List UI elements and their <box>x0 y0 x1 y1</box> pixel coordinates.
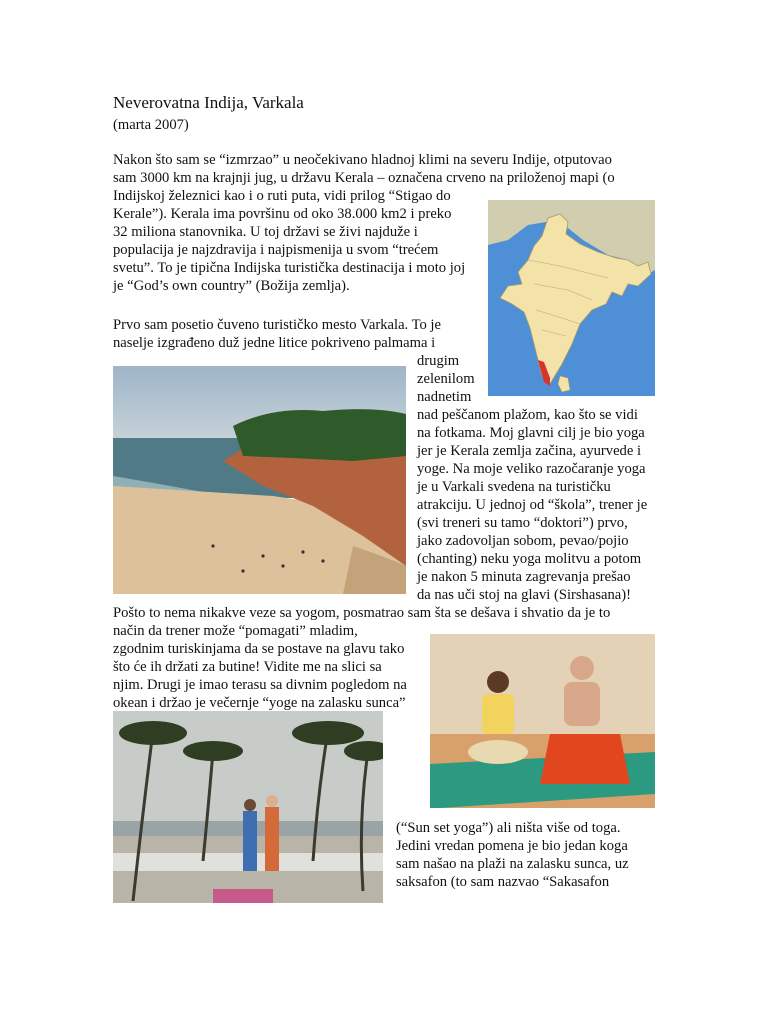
body-line: okean i držao je večernje “yoge na zalasku sunca” <box>113 695 406 711</box>
body-line: (“Sun set yoga”) ali ništa više od toga. <box>396 820 621 836</box>
body-line: Nakon što sam se “izmrzao” u neočekivano hladnoj klimi na severu Indije, otputovao <box>113 152 612 168</box>
body-line: njim. Drugi je imao terasu sa divnim pogledom na <box>113 677 407 693</box>
body-line: 32 miliona stanovnika. U toj državi se živi najduže i <box>113 224 418 240</box>
body-line: svetu”. To je tipična Indijska turistička destinacija i moto joj <box>113 260 466 276</box>
body-line: nadnetim <box>417 389 472 405</box>
body-line: je u Varkali svedena na turističku <box>417 479 611 495</box>
yoga-room-photo <box>430 634 655 808</box>
body-line: Indijskoj železnici kao i o ruti puta, vidi prilog “Stigao do <box>113 188 451 204</box>
body-line: zelenilom <box>417 371 475 387</box>
body-line: naselje izgrađeno duž jedne litice pokriveno palmama i <box>113 335 436 351</box>
document-title: Neverovatna Indija, Varkala <box>113 93 304 112</box>
body-line: populacija je najzdravija i najpismenija u svom “trećem <box>113 242 439 258</box>
body-line: yoge. Na moje veliko razočaranje yoga <box>417 461 646 477</box>
body-line: (chanting) neku yoga molitvu a potom <box>417 551 642 567</box>
terrace-palms-photo <box>113 711 383 903</box>
body-line: jako zadovoljan sobom, pevao/pojio <box>417 533 629 549</box>
body-line: zgodnim turiskinjama da se postave na glavu tako <box>113 641 405 657</box>
body-line: je nakon 5 minuta zagrevanja prešao <box>417 569 631 585</box>
body-line: sam 3000 km na krajnji jug, u državu Kerala – označena crveno na priloženoj mapi (o <box>113 170 615 186</box>
body-line: atrakciju. U jednoj od “škola”, trener je <box>417 497 648 513</box>
document-date: (marta 2007) <box>113 117 189 133</box>
body-line: način da trener može “pomagati” mladim, <box>113 623 358 639</box>
varkala-beach-photo <box>113 366 406 594</box>
body-line: (svi treneri su tamo “doktori”) prvo, <box>417 515 628 531</box>
body-line: što će ih držati za butine! Vidite me na slici sa <box>113 659 382 675</box>
body-line: sam našao na plaži na zalasku sunca, uz <box>396 856 629 872</box>
body-line: je “God’s own country” (Božija zemlja). <box>113 278 350 294</box>
body-line: Pošto to nema nikakve veze sa yogom, posmatrao sam šta se dešava i shvatio da je to <box>113 605 611 621</box>
body-line: saksafon (to sam nazvao “Sakasafon <box>396 874 610 890</box>
body-line: drugim <box>417 353 460 369</box>
body-line: na fotkama. Moj glavni cilj je bio yoga <box>417 425 645 441</box>
body-line: Prvo sam posetio čuveno turističko mesto Varkala. To je <box>113 317 441 333</box>
india-map-image <box>488 200 655 396</box>
body-line: Kerale”). Kerala ima površinu od oko 38.000 km2 i preko <box>113 206 452 222</box>
body-line: jer je Kerala zemlja začina, ayurvede i <box>417 443 642 459</box>
body-line: da nas uči stoj na glavi (Sirshasana)! <box>417 587 631 603</box>
body-line: nad peščanom plažom, kao što se vidi <box>417 407 638 423</box>
body-line: Jedini vredan pomena je bio jedan koga <box>396 838 628 854</box>
